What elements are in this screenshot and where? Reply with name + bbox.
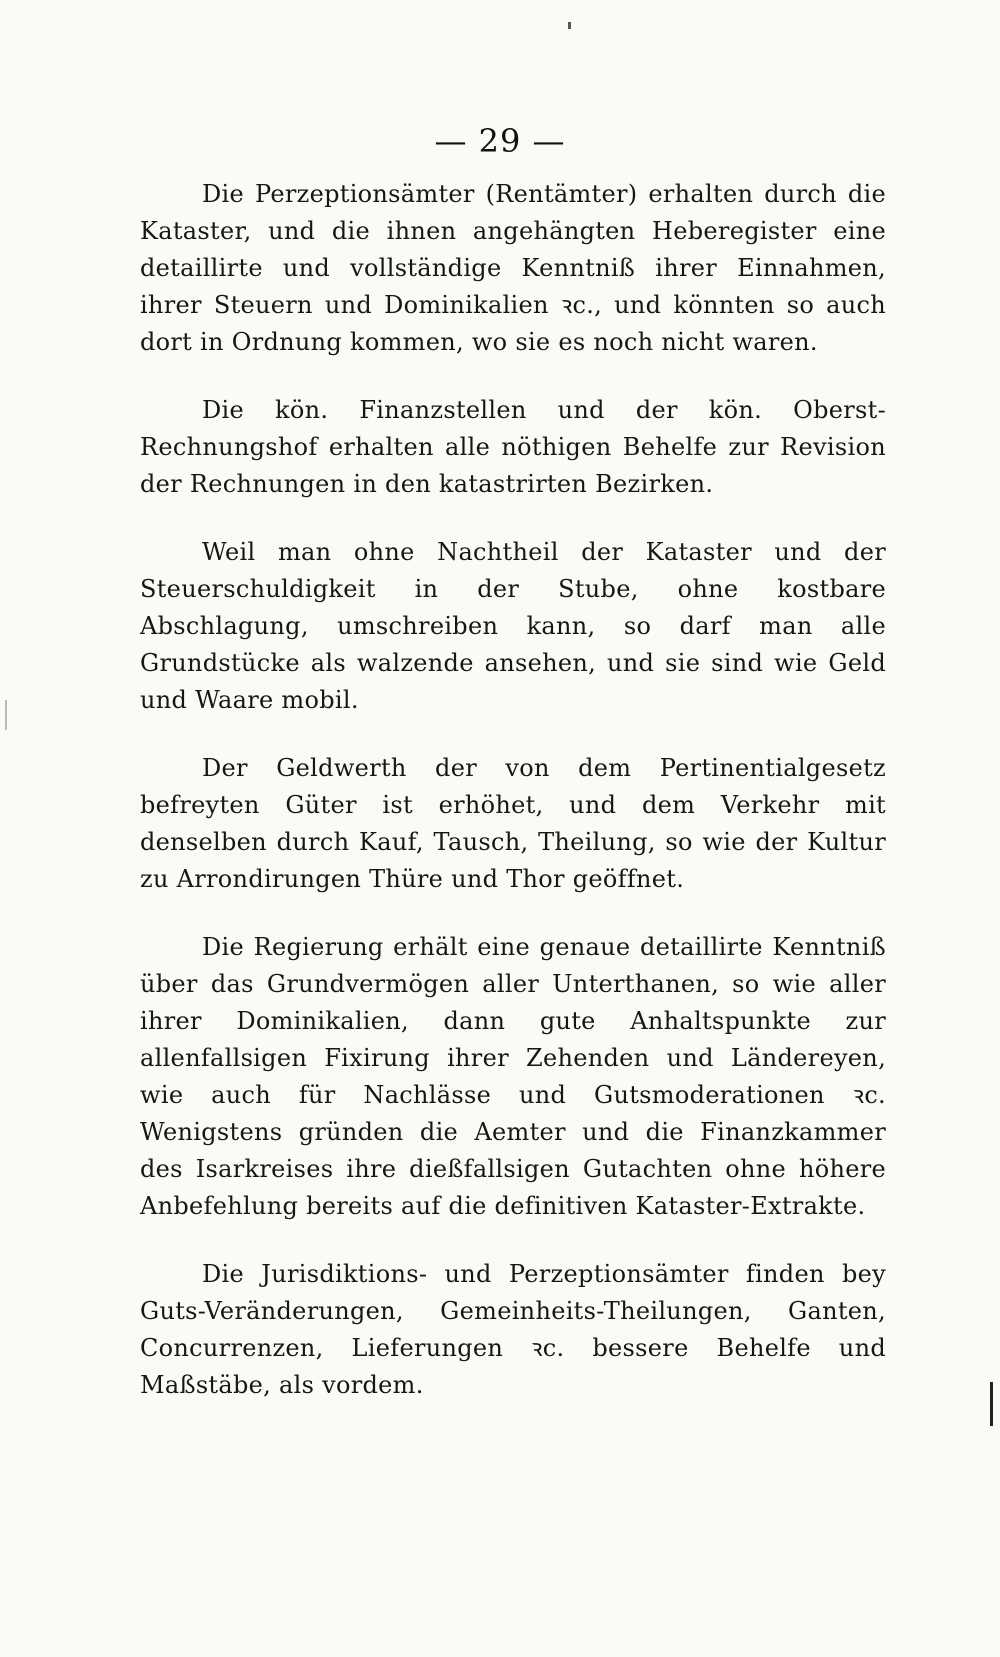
scan-speck xyxy=(568,22,571,29)
scan-edge-mark-left xyxy=(5,700,7,730)
paragraph-3: Weil man ohne Nachtheil der Kataster und der Steuerschuldigkeit in der Stube, ohne kostbare Abschlagung, umschreiben kann, so darf man alle Grundstücke als walzende ansehen, und sie sind wie Geld und Waare mobil. xyxy=(140,538,886,714)
scan-edge-mark-right xyxy=(990,1382,993,1426)
paragraph-5: Die Regierung erhält eine genaue detaillirte Kenntniß über das Grundvermögen aller Unterthanen, so wie aller ihrer Dominikalien, dann gute Anhaltspunkte zur allenfallsigen Fixirung ihrer Zehenden und Ländereyen, wie auch für Nachlässe und Gutsmoderationen ꝛc. Wenigstens gründen die Aemter und die Finanzkammer des Isarkreises ihre dießfallsigen Gutachten ohne höhere Anbefehlung bereits auf die definitiven Kataster-Extrakte. xyxy=(140,933,886,1220)
paragraph-6: Die Jurisdiktions- und Perzeptionsämter finden bey Guts-Veränderungen, Gemeinheits-Theilungen, Ganten, Concurrenzen, Lieferungen ꝛc. bessere Behelfe und Maßstäbe, als vordem. xyxy=(140,1260,886,1399)
paragraph-4: Der Geldwerth der von dem Pertinentialgesetz befreyten Güter ist erhöhet, und dem Verkehr mit denselben durch Kauf, Tausch, Theilung, so wie der Kultur zu Arrondirungen Thüre und Thor geöffnet. xyxy=(140,754,886,893)
page-body xyxy=(140,176,886,1435)
page-number: — 29 — xyxy=(434,122,566,160)
paragraph-1: Die Perzeptionsämter (Rentämter) erhalten durch die Kataster, und die ihnen angehängten Heberegister eine detaillirte und vollständige Kenntniß ihrer Einnahmen, ihrer Steuern und Dominikalien ꝛc., und könnten so auch dort in Ordnung kommen, wo sie es noch nicht waren. xyxy=(140,180,886,356)
paragraph-2: Die kön. Finanzstellen und der kön. Oberst-Rechnungshof erhalten alle nöthigen Behelfe zur Revision der Rechnungen in den katastrirten Bezirken. xyxy=(140,396,886,498)
